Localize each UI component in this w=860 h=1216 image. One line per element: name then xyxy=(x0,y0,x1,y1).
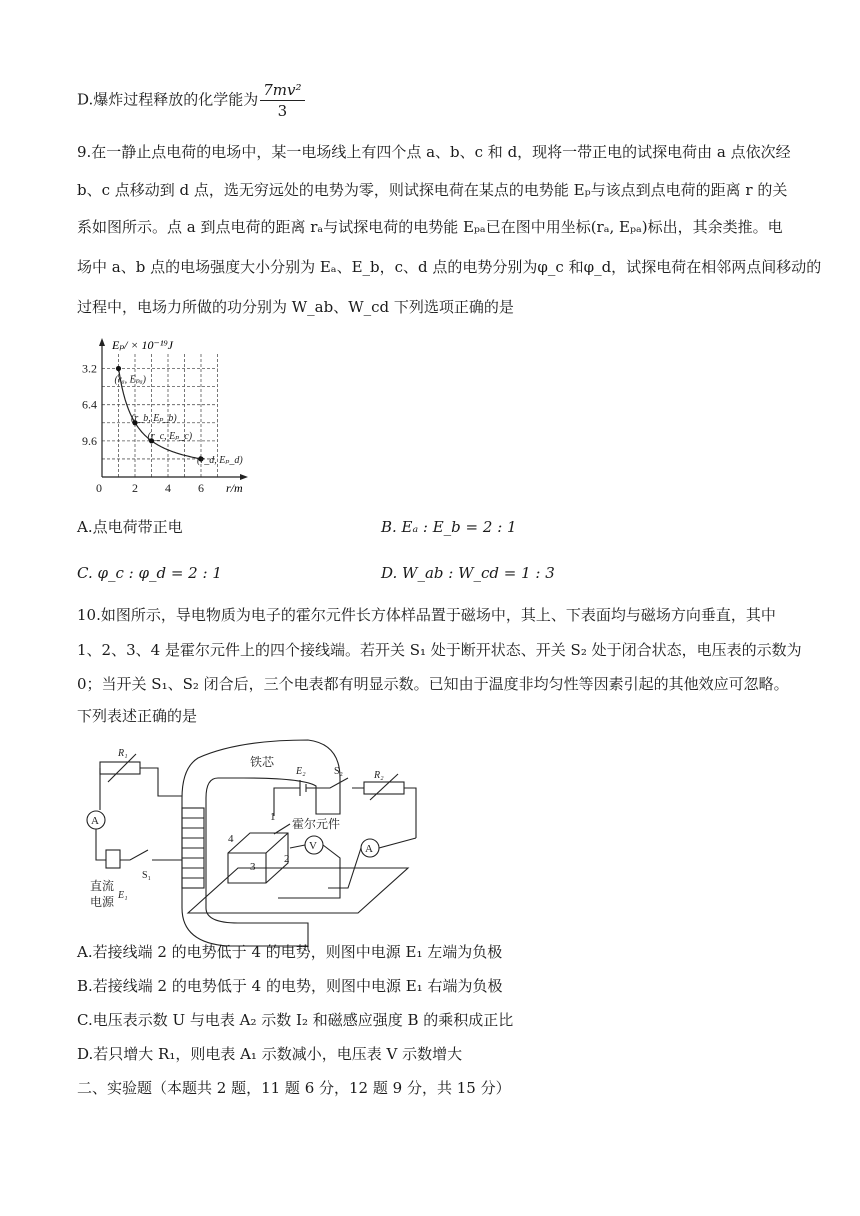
y-axis-arrow xyxy=(99,338,105,346)
x-axis-label: r/m xyxy=(226,481,243,495)
coil-windings xyxy=(182,818,204,878)
dc-label-1: 直流 xyxy=(90,879,115,893)
x-axis-arrow xyxy=(240,474,248,480)
wire-s1 xyxy=(120,850,182,860)
q10-option-a: A.若接线端 2 的电势低于 4 的电势，则图中电源 E₁ 左端为负极 xyxy=(77,943,503,961)
q9-graph xyxy=(80,335,280,495)
terminal-2: 2 xyxy=(284,853,290,865)
battery-e1 xyxy=(106,850,120,868)
q10-line-4: 下列表述正确的是 xyxy=(77,707,198,725)
q10-option-c: C.电压表示数 U 与电表 A₂ 示数 I₂ 和磁感应强度 B 的乘积成正比 xyxy=(77,1011,514,1029)
q10-line-2: 1、2、3、4 是霍尔元件上的四个接线端。若开关 S₁ 处于断开状态、开关 S₂ 处于闭合状态，电压表的示数为 xyxy=(77,641,802,659)
y-axis-label: Eₚ/ × 10⁻¹⁹J xyxy=(112,338,173,352)
y-tick-label: 6.4 xyxy=(82,397,97,412)
e1-label: E₁ xyxy=(118,890,128,901)
q9-line-1: 9.在一静止点电荷的电场中，某一电场线上有四个点 a、b、c 和 d，现将一带正电的试探电荷由 a 点依次经 xyxy=(77,143,791,161)
hall-plate-bottom xyxy=(188,868,408,913)
x-tick-label: 0 xyxy=(96,481,102,495)
x-tick-label: 4 xyxy=(165,481,171,495)
wire-left-loop xyxy=(140,768,182,796)
q8-option-d-text: D.爆炸过程释放的化学能为 xyxy=(77,90,259,109)
q9-line-2: b、c 点移动到 d 点，选无穷远处的电势为零，则试探电荷在某点的电势能 Eₚ与该点到点电荷的距离 r 的关 xyxy=(77,181,788,199)
q9-option-c: C. φ_c : φ_d = 2 : 1 xyxy=(77,564,222,582)
wire-e2 xyxy=(274,788,300,816)
hall-element-label: 霍尔元件 xyxy=(292,817,341,831)
q8-option-d xyxy=(77,80,305,121)
x-tick-label: 6 xyxy=(198,481,204,495)
ammeter-a2-label: A xyxy=(365,843,373,855)
terminal-4: 4 xyxy=(228,833,234,845)
section-2-heading: 二、实验题（本题共 2 题，11 题 6 分，12 题 9 分，共 15 分） xyxy=(77,1079,511,1097)
hall-element-box xyxy=(228,833,288,883)
q10-option-b: B.若接线端 2 的电势低于 4 的电势，则图中电源 E₁ 右端为负极 xyxy=(77,977,503,995)
q9-line-4: 场中 a、b 点的电场强度大小分别为 Eₐ、E_b，c、d 点的电势分别为φ_c 和φ_d，试探电荷在相邻两点间移动的 xyxy=(77,258,822,276)
q10-option-d: D.若只增大 R₁，则电表 A₁ 示数减小，电压表 V 示数增大 xyxy=(77,1045,463,1063)
q9-option-d: D. W_ab : W_cd = 1 : 3 xyxy=(381,564,555,582)
q10-line-1: 10.如图所示，导电物质为电子的霍尔元件长方体样品置于磁场中，其上、下表面均与磁场方向垂直，其中 xyxy=(77,606,776,624)
point-label: (rₐ, Eₚₐ) xyxy=(114,374,147,386)
resistor-r2 xyxy=(364,782,404,794)
data-point xyxy=(116,366,121,371)
ammeter-a1-label: A xyxy=(91,815,99,827)
q8-fraction xyxy=(260,80,304,121)
r2-label: R₂ xyxy=(374,770,384,781)
y-tick-label: 3.2 xyxy=(82,361,97,376)
e2-label: E₂ xyxy=(296,766,306,777)
dc-label-2: 电源 xyxy=(90,895,115,909)
y-tick-label: 9.6 xyxy=(82,433,97,448)
point-label: (r_c, Eₚ_c) xyxy=(147,430,193,442)
q9-option-b: B. Eₐ : E_b = 2 : 1 xyxy=(381,518,517,536)
s2-label: S₂ xyxy=(334,766,344,777)
q10-line-3: 0；当开关 S₁、S₂ 闭合后，三个电表都有明显示数。已知由于温度非均匀性等因素引起的其他效应可忽略。 xyxy=(77,675,789,693)
q9-line-3: 系如图所示。点 a 到点电荷的距离 rₐ与试探电荷的电势能 Eₚₐ已在图中用坐标(rₐ, Eₚₐ)标出，其余类推。电 xyxy=(77,218,783,236)
s1-label: S₁ xyxy=(142,870,152,881)
r1-label: R₁ xyxy=(118,748,128,759)
wire-right xyxy=(404,788,416,838)
terminal-1: 1 xyxy=(270,811,276,823)
voltmeter-label: V xyxy=(309,840,317,852)
q8-fraction-numerator: 7mv² xyxy=(260,80,304,101)
wire-left-bottom xyxy=(96,829,106,860)
point-label: (r_d, Eₚ_d) xyxy=(197,454,243,466)
resistor-r1 xyxy=(100,762,140,774)
terminal-3: 3 xyxy=(250,861,256,873)
q8-fraction-denominator: 3 xyxy=(277,102,288,120)
q10-circuit-diagram xyxy=(78,738,438,950)
q9-line-5: 过程中，电场力所做的功分别为 W_ab、W_cd 下列选项正确的是 xyxy=(77,298,514,316)
wire-s2 xyxy=(306,778,364,788)
point-label: (r_b, Eₚ_b) xyxy=(131,412,177,424)
iron-core-label: 铁芯 xyxy=(250,755,275,769)
x-tick-label: 2 xyxy=(132,481,138,495)
q9-option-a: A.点电荷带正电 xyxy=(77,518,183,536)
